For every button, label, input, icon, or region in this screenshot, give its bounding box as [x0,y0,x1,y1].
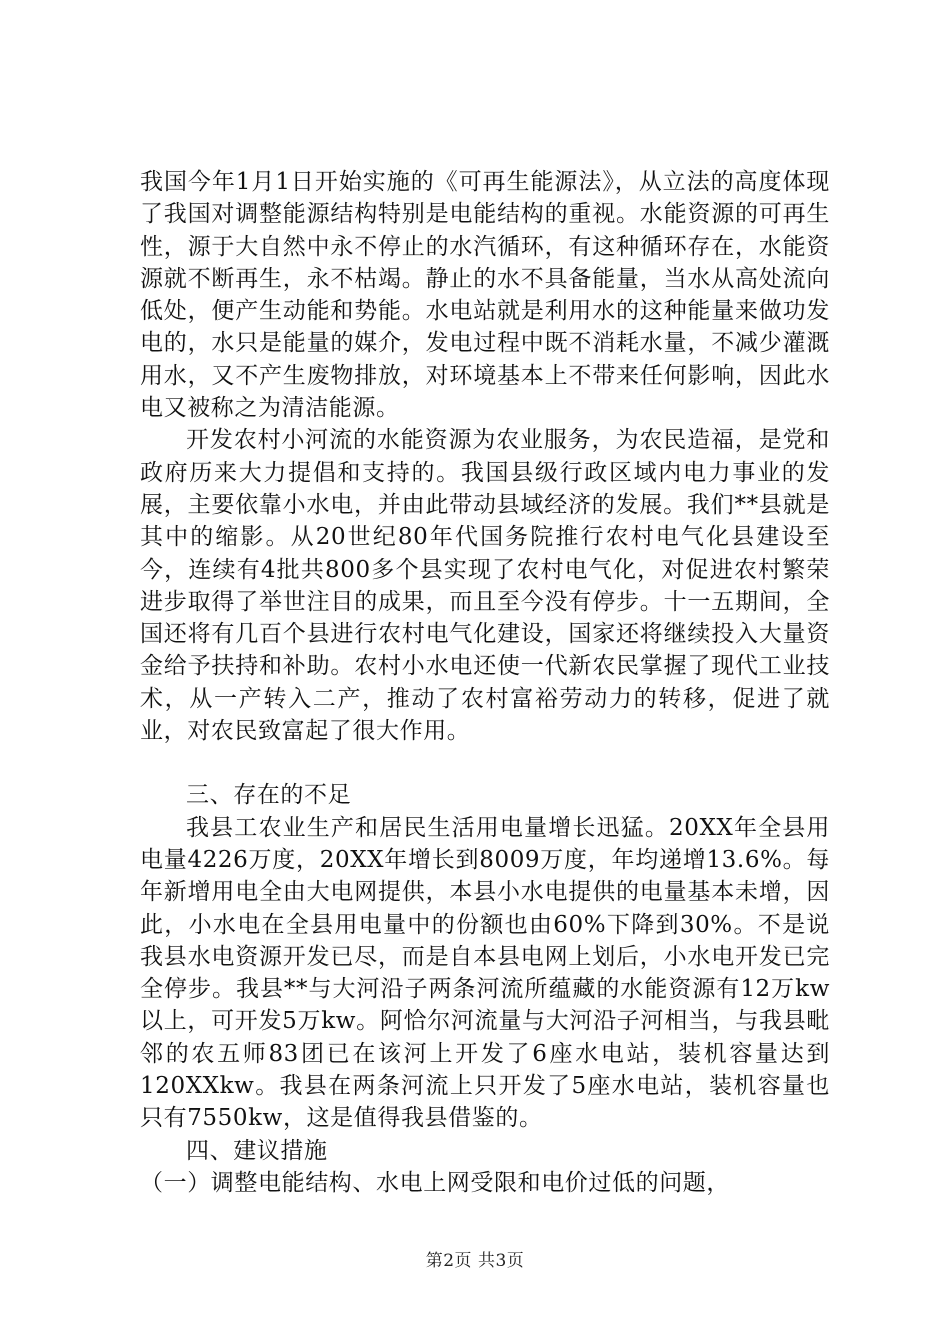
section-heading-shortcomings: 三、存在的不足 [186,782,352,809]
section-heading-suggestions: 四、建议措施 [186,1137,328,1164]
paragraph-electricity-growth: 我县工农业生产和居民生活用电量增长迅猛。20XX年全县用电量4226万度，20XX年增长到8009万度，年均递增13.6%。每年新增用电全由大电网提供，本县小水电提供的电量基本未增，因此，小水电在全县用电量中的份额也由60%下降到30%。不是说我县水电资源开发已尽，而是自本县电网上划后，小水电开发已完全停步。我县**与大河沿子两条河流所蕴藏的水能资源有12万kw以上，可开发5万kw。阿恰尔河流量与大河沿子河相当，与我县毗邻的农五师83团已在该河上开发了6座水电站，装机容量达到120XXkw。我县在两条河流上只开发了5座水电站，装机容量也只有7550kw，这是值得我县借鉴的。 [140,814,830,1132]
paragraph-rural-hydropower: 开发农村小河流的水能资源为农业服务，为农民造福，是党和政府历来大力提倡和支持的。我国县级行政区域内电力事业的发展，主要依靠小水电，并由此带动县域经济的发展。我们**县就是其中的缩影。从20世纪80年代国务院推行农村电气化县建设至今，连续有4批共800多个县实现了农村电气化，对促进农村繁荣进步取得了举世注目的成果，而且至今没有停步。十一五期间，全国还将有几百个县进行农村电气化建设，国家还将继续投入大量资金给予扶持和补助。农村小水电还使一代新农民掌握了现代工业技术，从一产转入二产，推动了农村富裕劳动力的转移，促进了就业，对农民致富起了很大作用。 [140,427,830,745]
paragraph-renewable-energy-law: 我国今年1月1日开始实施的《可再生能源法》，从立法的高度体现了我国对调整能源结构特别是电能结构的重视。水能资源的可再生性，源于大自然中永不停止的水汽循环，有这种循环存在，水能资源就不断再生，永不枯竭。静止的水不具备能量，当水从高处流向低处，便产生动能和势能。水电站就是利用水的这种能量来做功发电的，水只是能量的媒介，发电过程中既不消耗水量，不减少灌溉用水，又不产生废物排放，对环境基本上不带来任何影响，因此水电又被称之为清洁能源。 [140,169,830,422]
paragraph-measure-one: （一）调整电能结构、水电上网受限和电价过低的问题， [140,1169,730,1196]
paragraph-gap [140,747,830,779]
body-text [140,166,830,1199]
page-number-footer: 第2页 共3页 [425,1251,525,1271]
